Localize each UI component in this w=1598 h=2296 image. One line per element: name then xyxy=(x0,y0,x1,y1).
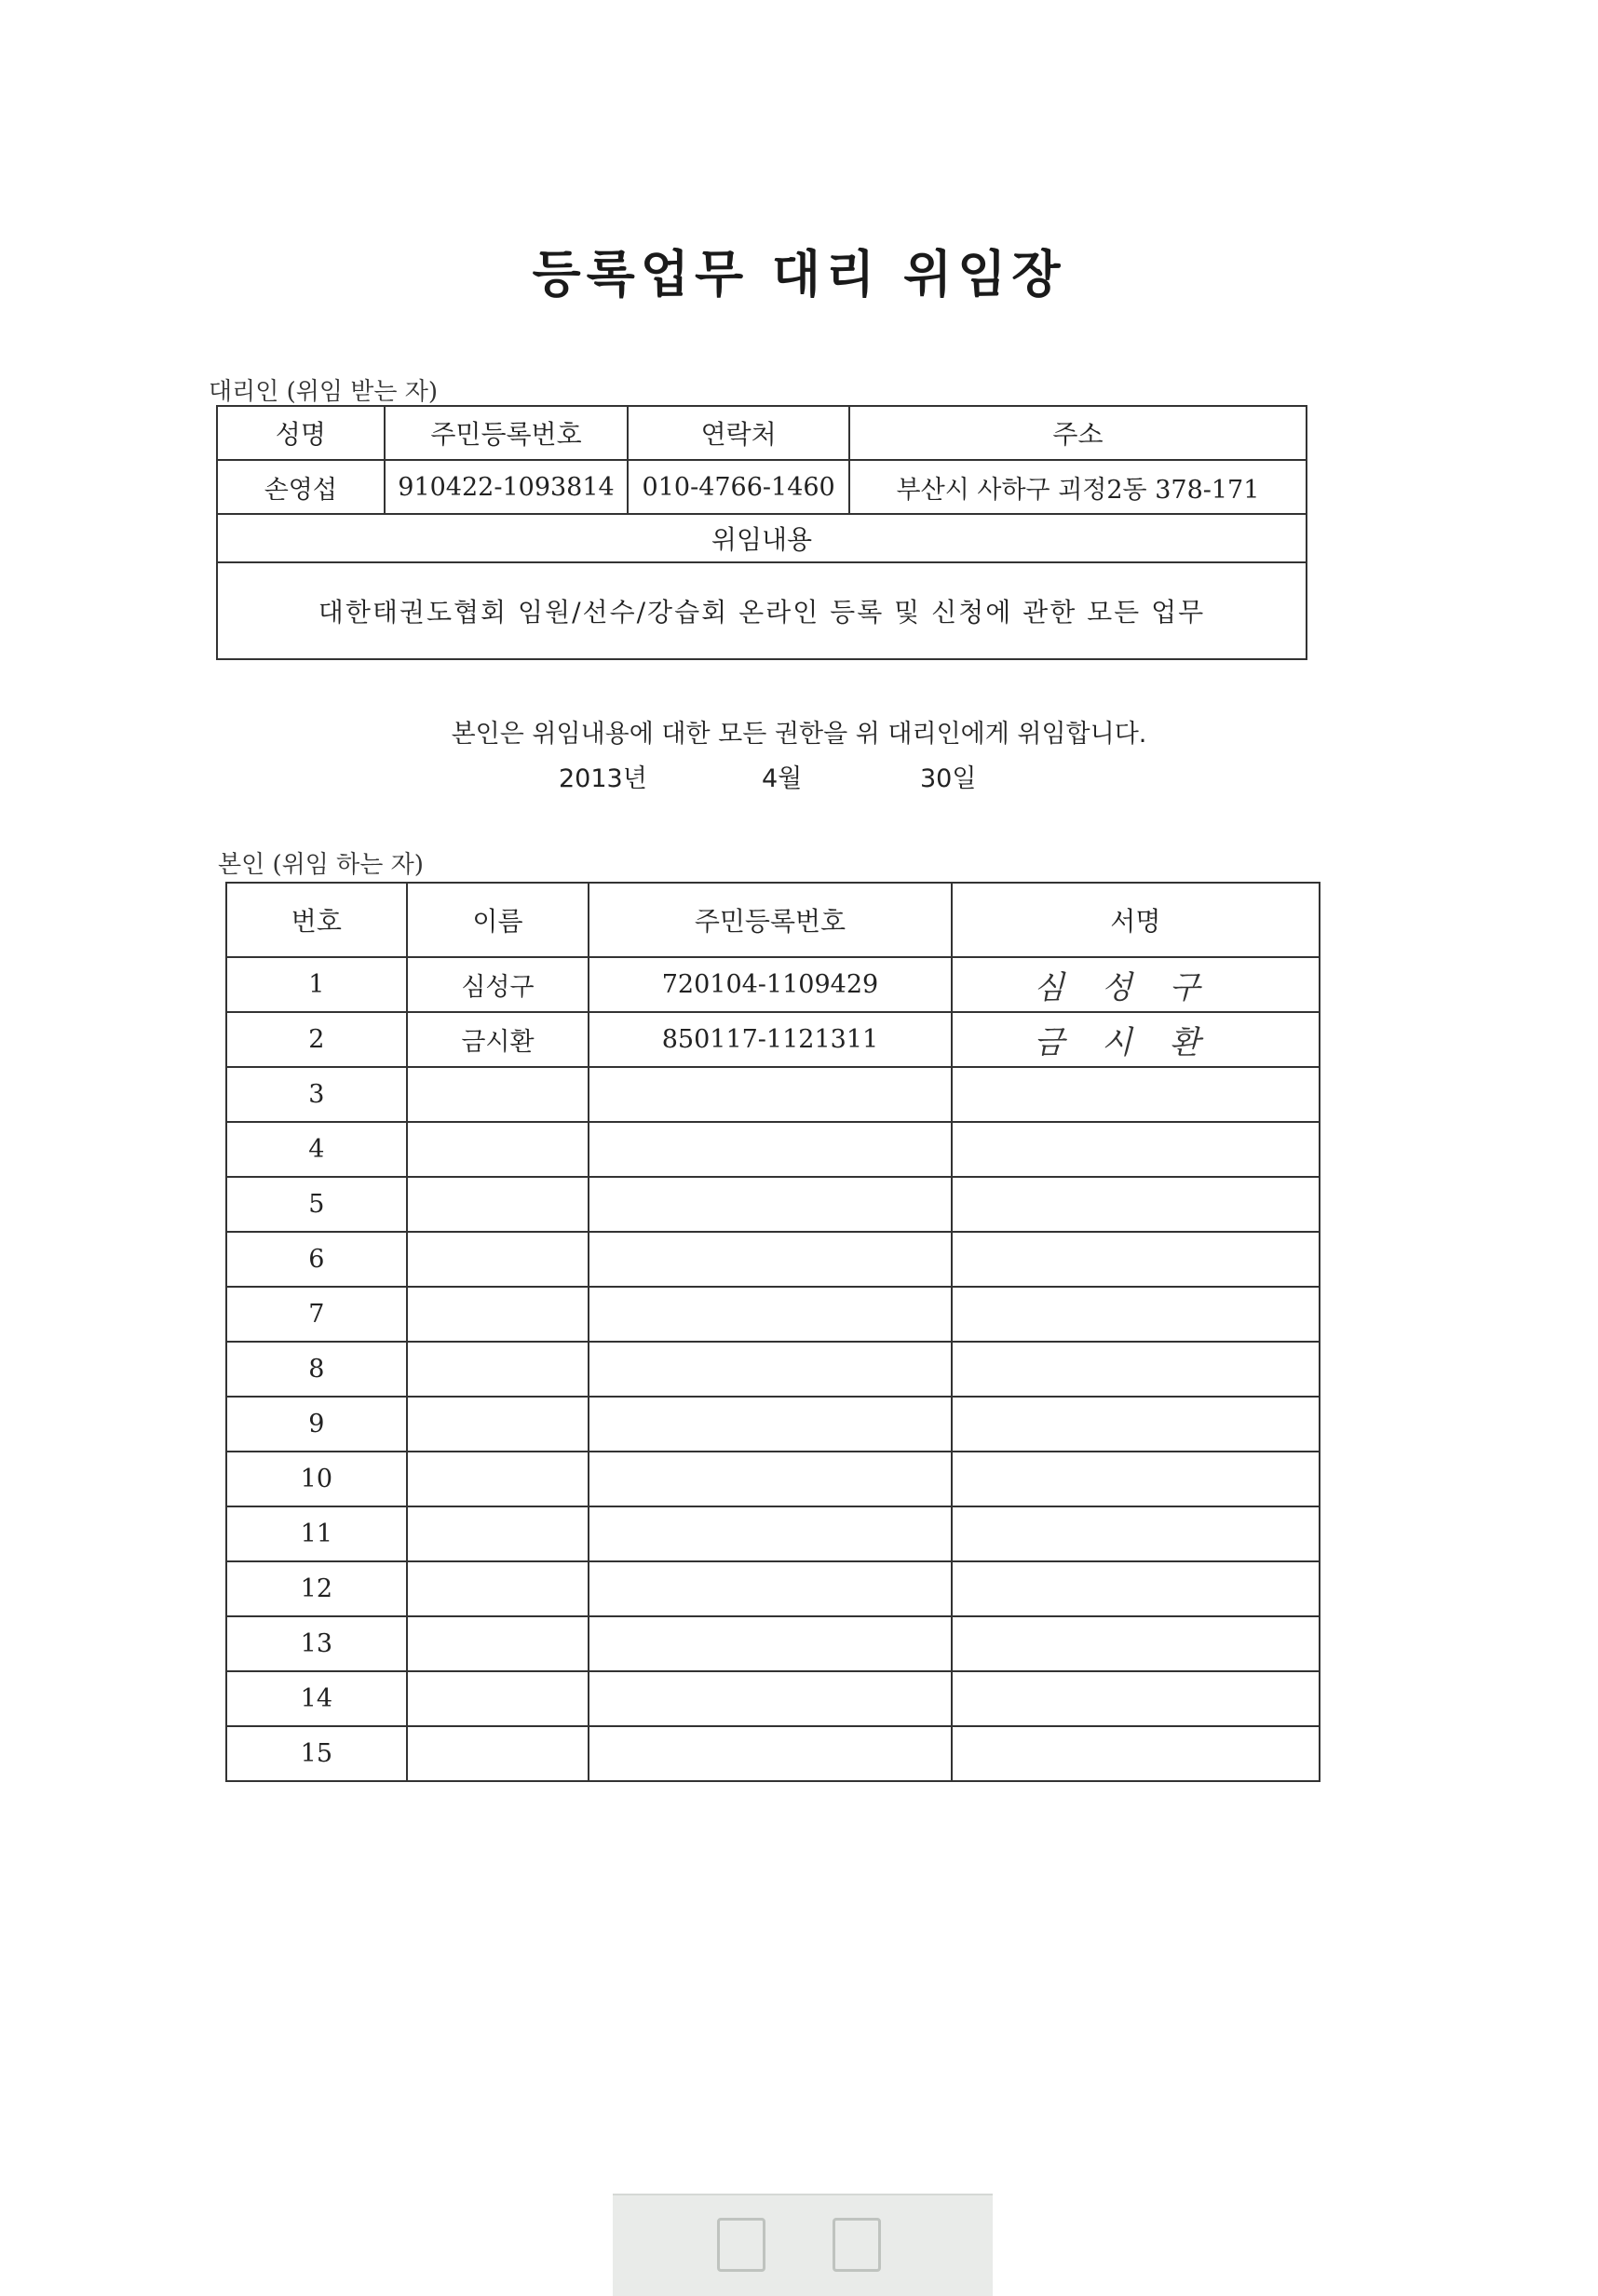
row-name xyxy=(407,1287,589,1342)
row-number: 15 xyxy=(226,1726,407,1781)
agent-header-id: 주민등록번호 xyxy=(385,406,629,460)
row-number: 14 xyxy=(226,1671,407,1726)
row-number: 8 xyxy=(226,1342,407,1397)
row-signature xyxy=(952,1067,1320,1122)
row-number: 12 xyxy=(226,1561,407,1616)
table-row xyxy=(226,1616,1320,1671)
row-signature xyxy=(952,1232,1320,1287)
agent-id-number: 910422-1093814 xyxy=(385,460,629,514)
date-year: 2013년 xyxy=(559,764,647,793)
row-id-number xyxy=(589,1177,951,1232)
principal-section-label: 본인 (위임 하는 자) xyxy=(218,851,424,879)
row-id-number xyxy=(589,1342,951,1397)
table-row xyxy=(226,1506,1320,1561)
row-signature xyxy=(952,1287,1320,1342)
row-signature xyxy=(952,1726,1320,1781)
agent-header-name: 성명 xyxy=(217,406,385,460)
document-title: 등록업무 대리 위임장 xyxy=(532,244,1066,304)
principal-table xyxy=(225,882,1320,1782)
row-id-number xyxy=(589,1726,951,1781)
principal-header-number: 번호 xyxy=(226,883,407,957)
row-name xyxy=(407,1232,589,1287)
row-signature xyxy=(952,1506,1320,1561)
row-signature xyxy=(952,1452,1320,1506)
table-row xyxy=(226,1012,1320,1067)
table-row xyxy=(226,1177,1320,1232)
date-month: 4월 xyxy=(762,764,803,793)
agent-header-contact: 연락처 xyxy=(628,406,849,460)
row-name xyxy=(407,1506,589,1561)
row-number: 2 xyxy=(226,1012,407,1067)
row-name xyxy=(407,1561,589,1616)
row-name xyxy=(407,1616,589,1671)
row-signature xyxy=(952,1177,1320,1232)
row-id-number xyxy=(589,1067,951,1122)
row-signature xyxy=(952,1561,1320,1616)
row-signature xyxy=(952,1671,1320,1726)
row-name: 심성구 xyxy=(407,957,589,1012)
delegation-content-header: 위임내용 xyxy=(217,514,1307,562)
row-id-number xyxy=(589,1232,951,1287)
principal-header-name: 이름 xyxy=(407,883,589,957)
delegation-content: 대한태권도협회 임원/선수/강습회 온라인 등록 및 신청에 관한 모든 업무 xyxy=(217,562,1307,659)
principal-header-id: 주민등록번호 xyxy=(589,883,951,957)
row-id-number xyxy=(589,1452,951,1506)
scanner-watermark xyxy=(613,2194,993,2296)
row-name xyxy=(407,1671,589,1726)
delegation-statement: 본인은 위임내용에 대한 모든 권한을 위 대리인에게 위임합니다. xyxy=(451,720,1147,749)
agent-table xyxy=(216,405,1307,660)
row-name xyxy=(407,1067,589,1122)
table-row xyxy=(226,1287,1320,1342)
watermark-building-icon xyxy=(717,2218,765,2272)
table-row xyxy=(226,1397,1320,1452)
row-number: 4 xyxy=(226,1122,407,1177)
table-row xyxy=(226,1726,1320,1781)
row-number: 7 xyxy=(226,1287,407,1342)
row-number: 10 xyxy=(226,1452,407,1506)
principal-header-signature: 서명 xyxy=(952,883,1320,957)
row-name xyxy=(407,1397,589,1452)
agent-name: 손영섭 xyxy=(217,460,385,514)
row-name xyxy=(407,1122,589,1177)
row-number: 11 xyxy=(226,1506,407,1561)
row-number: 6 xyxy=(226,1232,407,1287)
row-signature xyxy=(952,1616,1320,1671)
table-row xyxy=(226,1122,1320,1177)
row-signature xyxy=(952,1122,1320,1177)
row-name xyxy=(407,1726,589,1781)
row-signature xyxy=(952,1397,1320,1452)
row-signature: 금시환 xyxy=(952,1012,1320,1067)
row-number: 9 xyxy=(226,1397,407,1452)
row-id-number xyxy=(589,1287,951,1342)
agent-contact: 010-4766-1460 xyxy=(628,460,849,514)
row-name xyxy=(407,1452,589,1506)
table-row xyxy=(226,1671,1320,1726)
row-id-number xyxy=(589,1561,951,1616)
row-number: 13 xyxy=(226,1616,407,1671)
row-id-number xyxy=(589,1671,951,1726)
agent-address: 부산시 사하구 괴정2동 378-171 xyxy=(849,460,1307,514)
table-row xyxy=(226,957,1320,1012)
agent-header-address: 주소 xyxy=(849,406,1307,460)
row-number: 3 xyxy=(226,1067,407,1122)
row-number: 5 xyxy=(226,1177,407,1232)
row-signature: 심성구 xyxy=(952,957,1320,1012)
table-row xyxy=(226,1452,1320,1506)
table-row xyxy=(226,1342,1320,1397)
row-id-number xyxy=(589,1506,951,1561)
row-id-number xyxy=(589,1122,951,1177)
row-id-number: 720104-1109429 xyxy=(589,957,951,1012)
row-id-number xyxy=(589,1397,951,1452)
table-row xyxy=(226,1067,1320,1122)
row-name xyxy=(407,1177,589,1232)
row-signature xyxy=(952,1342,1320,1397)
row-name: 금시환 xyxy=(407,1012,589,1067)
date-day: 30일 xyxy=(920,764,977,793)
row-id-number: 850117-1121311 xyxy=(589,1012,951,1067)
table-row xyxy=(226,1232,1320,1287)
table-row xyxy=(226,1561,1320,1616)
row-number: 1 xyxy=(226,957,407,1012)
watermark-frame-icon xyxy=(833,2218,881,2272)
row-name xyxy=(407,1342,589,1397)
agent-section-label: 대리인 (위임 받는 자) xyxy=(209,378,439,406)
row-id-number xyxy=(589,1616,951,1671)
